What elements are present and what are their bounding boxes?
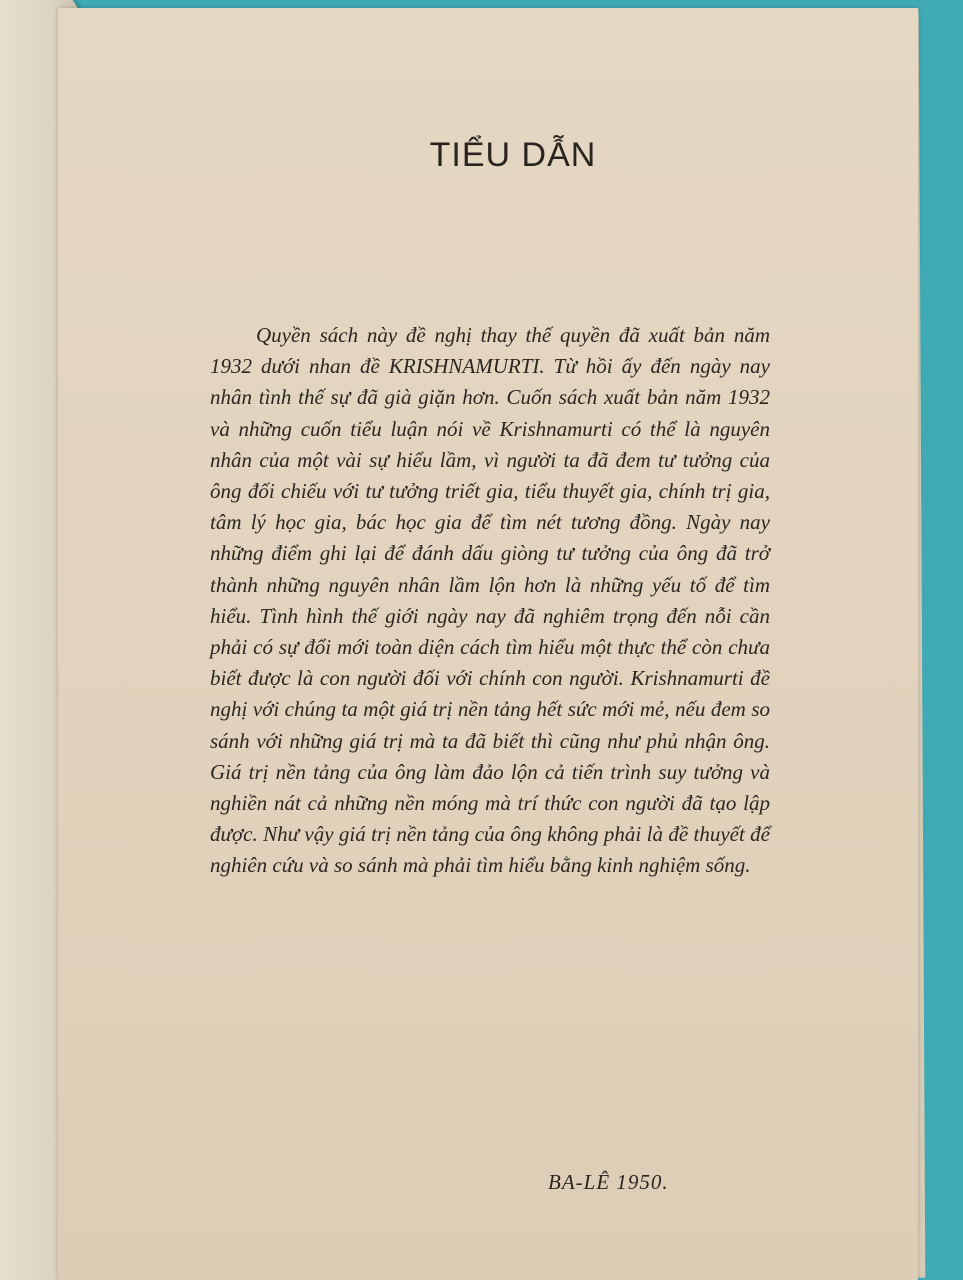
- page-title: TIỂU DẪN: [429, 136, 597, 174]
- book-page: [58, 8, 918, 1280]
- body-paragraph: Quyền sách này đề nghị thay thế quyền đã xuất bản năm 1932 dưới nhan đề KRISHNAMURTI. Từ hồi ấy đến ngày nay nhân tình thế sự đã già giặn hơn. Cuốn sách xuất bản năm 1932 và những cuốn tiểu luận nói về Krishnamurti có thể là nguyên nhân của một vài sự hiểu lầm, vì người ta đã đem tư tưởng của ông đối chiếu với tư tưởng triết gia, tiểu thuyết gia, chính trị gia, tâm lý học gia, bác học gia để tìm nét tương đồng. Ngày nay những điểm ghi lại để đánh dấu giòng tư tưởng của ông đã trở thành những nguyên nhân lầm lộn hơn là những yếu tố để tìm hiểu. Tình hình thế giới ngày nay đã nghiêm trọng đến nỗi cần phải có sự đổi mới toàn diện cách tìm hiểu một thực thể còn chưa biết được là con người đối với chính con người. Krishnamurti đề nghị với chúng ta một giá trị nền tảng hết sức mới mẻ, nếu đem so sánh với những giá trị mà ta đã biết thì cũng như phủ nhận ông. Giá trị nền tảng của ông làm đảo lộn cả tiến trình suy tưởng và nghiền nát cả những nền móng mà trí thức con người đã tạo lập được. Như vậy giá trị nền tảng của ông không phải là đề thuyết để nghiên cứu và so sánh mà phải tìm hiểu bằng kinh nghiệm sống.: [210, 323, 770, 878]
- signature-place-date: BA-LÊ 1950.: [548, 1170, 669, 1194]
